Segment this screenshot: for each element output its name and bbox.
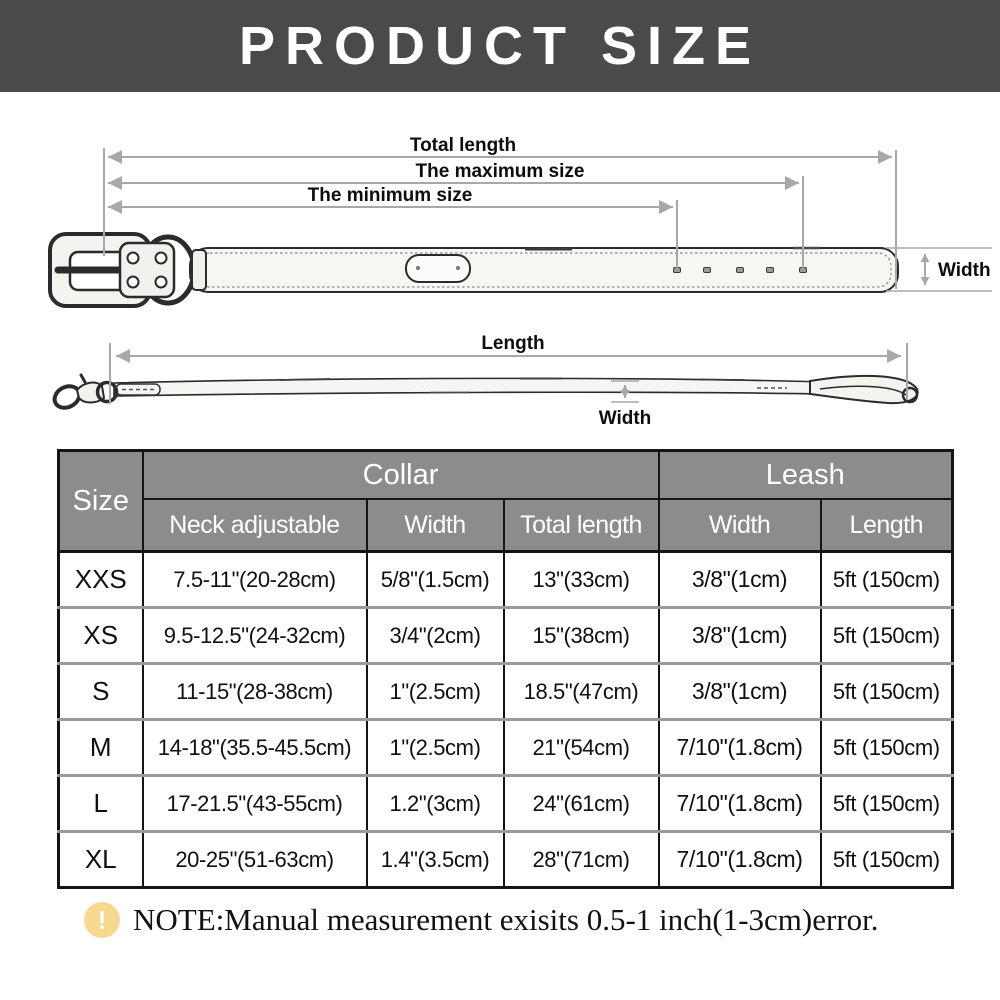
leash-width-cell: 3/8"(1cm) [659,552,821,608]
collar-maximum-size-label: The maximum size [415,161,585,182]
leash-illustration [51,375,918,412]
neck-cell: 9.5-12.5"(24-32cm) [143,608,367,664]
collar-width-cell: 1.4"(3.5cm) [367,832,504,888]
col-header-size: Size [59,451,143,552]
size-table-wrap [57,449,954,889]
collar-nameplate [406,255,470,282]
collar-width-cell: 3/4"(2cm) [367,608,504,664]
table-row-l [59,776,953,832]
leash-length-cell: 5ft (150cm) [821,552,953,608]
table-subheader-row [59,499,953,552]
note [84,902,879,938]
collar-width-cell: 1.2"(3cm) [367,776,504,832]
table-row-xxs [59,552,953,608]
table-row-m [59,720,953,776]
total-length-cell: 21"(54cm) [504,720,659,776]
col-header-total-length: Total length [504,499,659,552]
note-text: NOTE:Manual measurement exisits 0.5-1 inch(1-3cm)error. [133,902,879,937]
size-cell: XXS [59,552,143,608]
collar-width-label: Width [938,260,991,281]
leash-width-label: Width [598,408,652,429]
size-cell: S [59,664,143,720]
leash-width-cell: 7/10"(1.8cm) [659,720,821,776]
leash-length-cell: 5ft (150cm) [821,776,953,832]
diagrams [0,0,1000,440]
neck-cell: 14-18"(35.5-45.5cm) [143,720,367,776]
size-table [57,449,954,889]
collar-illustration [50,234,898,306]
total-length-cell: 18.5"(47cm) [504,664,659,720]
leash-clasp [51,375,117,412]
table-row-s [59,664,953,720]
neck-cell: 17-21.5"(43-55cm) [143,776,367,832]
col-header-neck-adjustable: Neck adjustable [143,499,367,552]
collar-strap [190,248,898,292]
leash-strap [114,378,828,396]
collar-width-cell: 1"(2.5cm) [367,664,504,720]
table-group-header-row [59,451,953,500]
collar-width-cell: 5/8"(1.5cm) [367,552,504,608]
total-length-cell: 24"(61cm) [504,776,659,832]
leash-handle [810,376,918,403]
neck-cell: 7.5-11"(20-28cm) [143,552,367,608]
leash-width-cell: 3/8"(1cm) [659,608,821,664]
total-length-cell: 13"(33cm) [504,552,659,608]
neck-cell: 11-15"(28-38cm) [143,664,367,720]
collar-total-length-label: Total length [409,135,517,156]
leash-length-cell: 5ft (150cm) [821,664,953,720]
collar-minimum-size-label: The minimum size [307,185,473,206]
leash-length-cell: 5ft (150cm) [821,832,953,888]
col-header-collar-width: Width [367,499,504,552]
total-length-cell: 28"(71cm) [504,832,659,888]
size-cell: XL [59,832,143,888]
col-header-leash-width: Width [659,499,821,552]
total-length-cell: 15"(38cm) [504,608,659,664]
col-header-leash-length: Length [821,499,953,552]
group-header-collar: Collar [143,451,659,500]
leash-length-cell: 5ft (150cm) [821,608,953,664]
size-cell: M [59,720,143,776]
size-cell: L [59,776,143,832]
group-header-leash: Leash [659,451,953,500]
leash-width-cell: 7/10"(1.8cm) [659,832,821,888]
leash-width-cell: 3/8"(1cm) [659,664,821,720]
leash-length-cell: 5ft (150cm) [821,720,953,776]
page-title: PRODUCT SIZE [238,16,762,76]
neck-cell: 20-25"(51-63cm) [143,832,367,888]
size-cell: XS [59,608,143,664]
collar-buckle [50,234,206,306]
collar-width-cell: 1"(2.5cm) [367,720,504,776]
leash-width-cell: 7/10"(1.8cm) [659,776,821,832]
table-row-xl [59,832,953,888]
exclamation-icon: ! [84,902,120,938]
table-row-xs [59,608,953,664]
leash-length-label: Length [481,333,545,354]
